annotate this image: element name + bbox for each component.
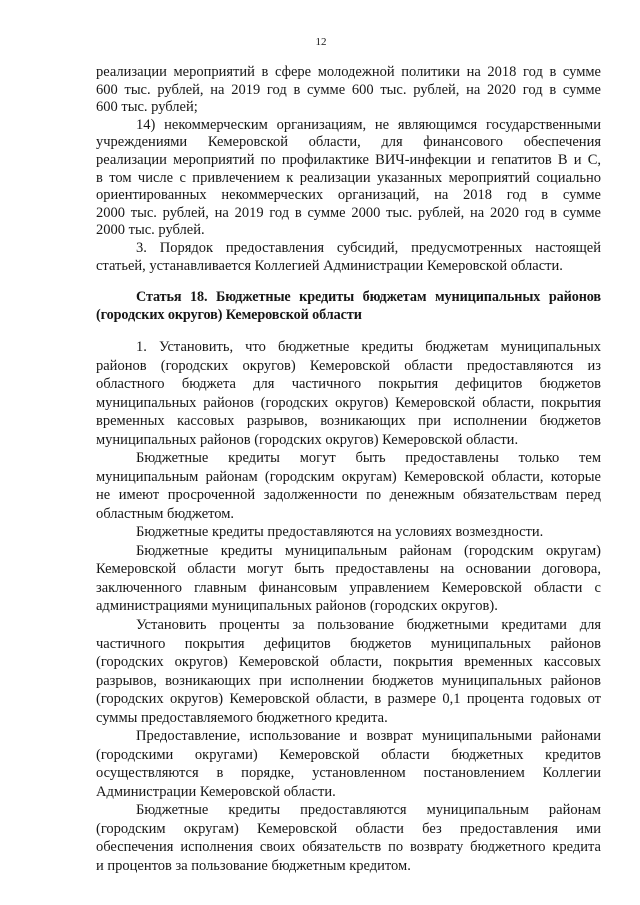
text-line: областного бюджета для частичного покрытия дефицитов бюджетов [96,376,601,393]
text-line: частичного покрытия дефицитов бюджетов муниципальных районов [96,635,601,652]
paragraph [96,64,601,117]
text-line: (городских округов) Кемеровской области, в размере 0,1 процента годовых от [96,691,601,708]
text-line: Бюджетные кредиты предоставляются на условиях возмездности. [136,524,544,541]
text-line: учреждениями Кемеровской области, для финансового обеспечения [96,134,601,151]
text-line: реализации мероприятий в сфере молодежной политики на 2018 год в сумме [96,64,601,80]
text-line: (городских округов) Кемеровской области, покрытия временных кассовых [96,654,601,671]
text-line: заключенного главным финансовым управлением Кемеровской области с [96,579,601,596]
text-line: 14) некоммерческим организациям, не являющимся государственными [136,116,601,133]
text-line: разрывов, возникающих при исполнении бюджетов муниципальных районов [96,672,601,689]
heading-line: Статья 18. Бюджетные кредиты бюджетам муниципальных районов [136,289,601,305]
text-line: и процентов за пользование бюджетным кредитом. [96,857,411,874]
heading-line: (городских округов) Кемеровской области [96,307,362,323]
text-line: обеспечения исполнения своих обязательств по возврату бюджетного кредита [96,839,601,856]
paragraph [96,523,601,542]
paragraph [96,117,601,240]
article-body [96,338,601,875]
paragraph [96,616,601,727]
intro-text [96,64,601,275]
text-line: ориентированных некоммерческих организаций, на 2018 год в сумме [96,187,601,204]
text-line: 2000 тыс. рублей, на 2019 год в сумме 2000 тыс. рублей, на 2020 год в сумме [96,204,601,221]
paragraph [96,801,601,875]
text-line: осуществляются в порядке, установленном постановлением Коллегии [96,765,601,782]
paragraph [96,240,601,275]
text-line: (городским округам) Кемеровской области без предоставления ими [96,820,601,837]
text-line: 600 тыс. рублей; [96,99,198,116]
text-line: реализации мероприятий по профилактике ВИЧ-инфекции и гепатитов В и С, [96,151,601,168]
text-line: Бюджетные кредиты могут быть предоставлены только тем [136,450,601,467]
text-line: не имеют просроченной задолженности по денежным обязательствам перед [96,487,601,504]
text-line: 1. Установить, что бюджетные кредиты бюджетам муниципальных [136,339,601,355]
paragraph [96,542,601,616]
text-line: муниципальных районов (городских округов) Кемеровской области, покрытия [96,394,601,411]
text-line: 3. Порядок предоставления субсидий, предусмотренных настоящей [136,239,601,256]
paragraph [96,449,601,523]
text-line: суммы предоставляемого бюджетного кредита. [96,709,388,726]
article-heading [96,288,601,324]
text-line: (городскими округами) Кемеровской области бюджетных кредитов [96,746,601,763]
text-line: администрациями муниципальных районов (городских округов). [96,598,498,615]
page-number: 12 [315,36,327,48]
text-line: Установить проценты за пользование бюджетными кредитами для [136,616,601,633]
text-line: 2000 тыс. рублей. [96,222,205,239]
text-line: Администрации Кемеровской области. [96,783,336,800]
paragraph [96,727,601,801]
text-line: 600 тыс. рублей, на 2019 год в сумме 600 тыс. рублей, на 2020 год в сумме [96,81,601,98]
text-line: Бюджетные кредиты предоставляются муниципальным районам [136,802,601,819]
text-line: муниципальных районов (городских округов) Кемеровской области. [96,431,519,448]
text-line: Предоставление, использование и возврат муниципальными районами [136,728,601,745]
text-line: временных кассовых разрывов, возникающих при исполнении бюджетов [96,413,601,430]
text-line: муниципальным районам (городским округам) Кемеровской области, которые [96,468,601,485]
text-line: областным бюджетом. [96,505,235,522]
text-line: статьей, устанавливается Коллегией Администрации Кемеровской области. [96,257,563,274]
text-line: Кемеровской области могут быть предоставлены на основании договора, [96,561,601,578]
paragraph [96,338,601,449]
text-line: районов (городских округов) Кемеровской области предоставляются из [96,357,601,374]
text-line: Бюджетные кредиты муниципальным районам (городским округам) [136,542,601,559]
text-line: в том числе с привлечением к реализации указанных мероприятий социально [96,169,601,186]
